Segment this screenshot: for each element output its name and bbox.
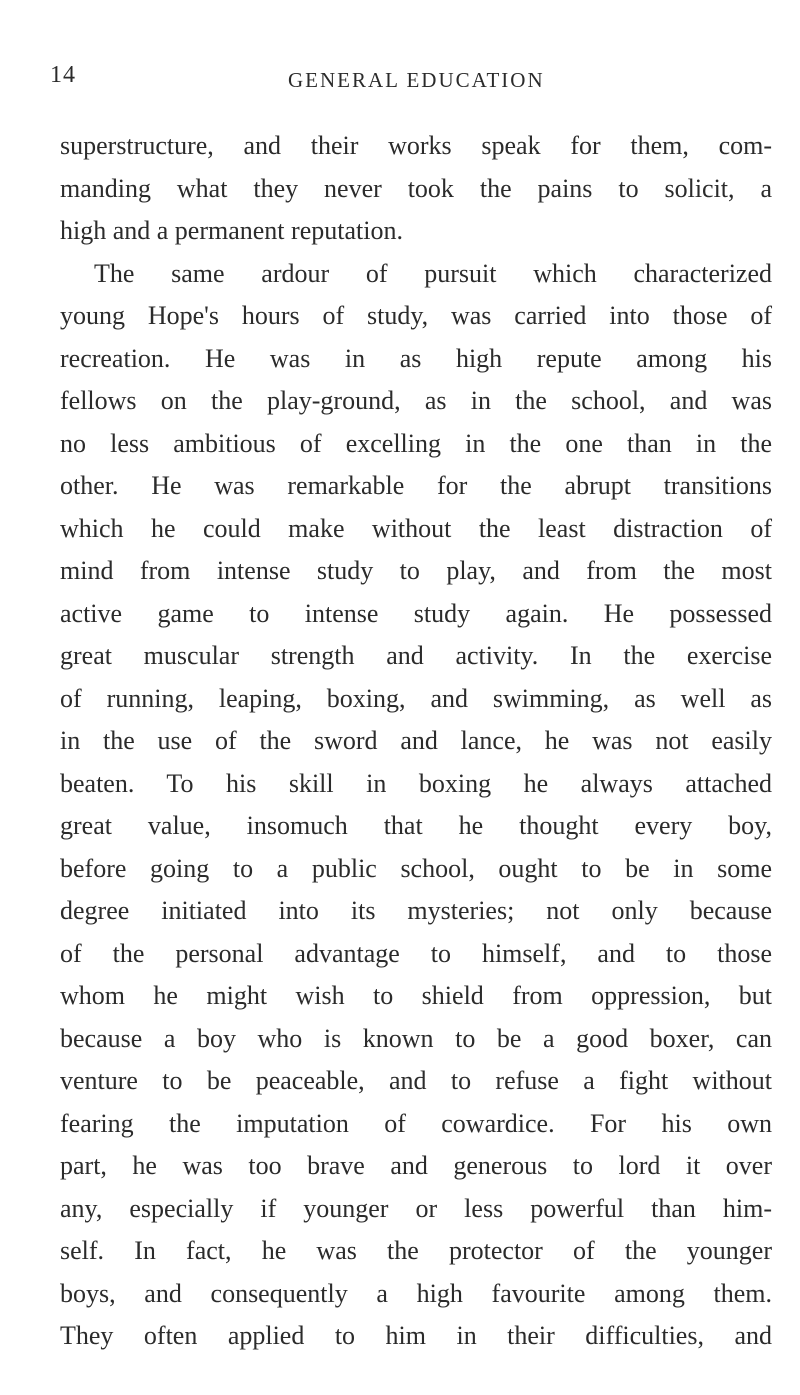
text-line: beaten. To his skill in boxing he always attached	[60, 768, 772, 798]
text-line: other. He was remarkable for the abrupt transitions	[60, 471, 772, 500]
text-line: any, especially if younger or less powerful than him-	[60, 1193, 772, 1223]
text-line: mind from intense study to play, and from the most	[60, 556, 772, 585]
text-line: great value, insomuch that he thought every boy,	[60, 811, 772, 840]
body-text	[60, 125, 772, 1358]
text-line: before going to a public school, ought to be in some	[60, 853, 772, 883]
text-line: active game to intense study again. He possessed	[60, 598, 772, 628]
text-line: degree initiated into its mysteries; not only because	[60, 896, 772, 925]
text-line: boys, and consequently a high favourite among them.	[60, 1278, 772, 1308]
text-line: manding what they never took the pains to solicit, a	[60, 173, 772, 203]
text-line: which he could make without the least distraction of	[60, 513, 772, 543]
text-line: of the personal advantage to himself, and to those	[60, 938, 772, 968]
text-line: venture to be peaceable, and to refuse a fight without	[60, 1066, 772, 1095]
text-line: great muscular strength and activity. In the exercise	[60, 641, 772, 670]
text-line: high and a permanent reputation.	[60, 216, 403, 245]
text-line: of running, leaping, boxing, and swimming, as well as	[60, 683, 772, 713]
running-head: GENERAL EDUCATION	[288, 68, 545, 92]
text-line: in the use of the sword and lance, he was not easily	[60, 726, 772, 755]
text-line: superstructure, and their works speak for them, com-	[60, 131, 772, 160]
page-number: 14	[50, 62, 76, 88]
text-line: young Hope's hours of study, was carried into those of	[60, 301, 772, 330]
text-line: fellows on the play-ground, as in the school, and was	[60, 386, 772, 415]
text-line: because a boy who is known to be a good boxer, can	[60, 1023, 772, 1053]
text-line: fearing the imputation of cowardice. For his own	[60, 1108, 772, 1138]
text-line: recreation. He was in as high repute among his	[60, 343, 772, 373]
text-line: The same ardour of pursuit which characterized	[94, 258, 772, 288]
page-header	[0, 62, 800, 102]
text-line: whom he might wish to shield from oppression, but	[60, 981, 772, 1010]
text-line: self. In fact, he was the protector of the younger	[60, 1236, 772, 1265]
text-line: part, he was too brave and generous to lord it over	[60, 1151, 772, 1180]
text-line: no less ambitious of excelling in the one than in the	[60, 428, 772, 458]
text-line: They often applied to him in their difficulties, and	[60, 1321, 772, 1350]
